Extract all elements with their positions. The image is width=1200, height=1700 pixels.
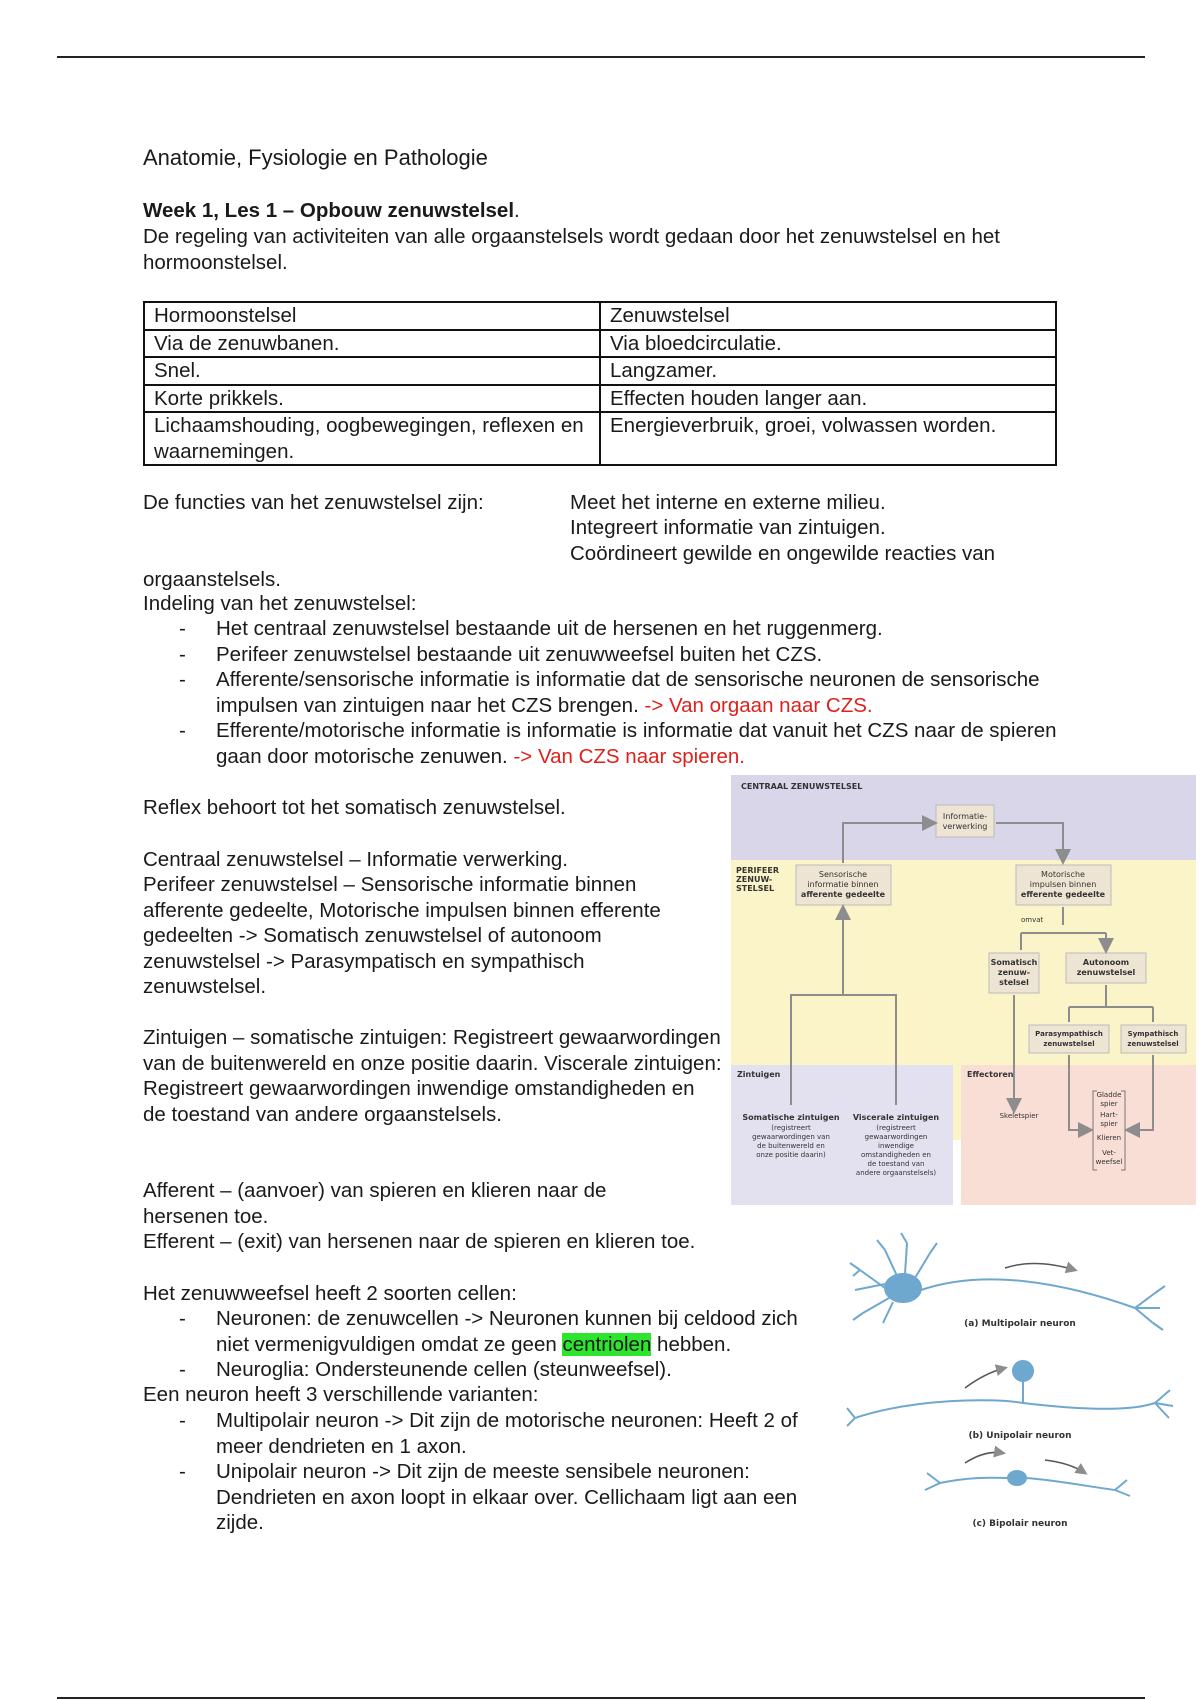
zintuigen-paragraph: Zintuigen – somatische zintuigen: Registreert gewaarwordingen van de buitenwereld en onze positie daarin. Viscerale zintuigen: Registreert gewaarwordingen inwendige omstandigheden en de toestand van andere orgaanstelsels.	[143, 1026, 722, 1126]
list-item	[143, 642, 1063, 668]
motorische-line: efferente gedeelte	[1020, 890, 1106, 899]
parasympathisch-line: zenuwstelsel	[1043, 1040, 1095, 1048]
zintuigen-title: Zintuigen	[737, 1070, 781, 1079]
list-item-text: Afferente/sensorische informatie is informatie dat de sensorische neuronen de sensorische impulsen van zintuigen naar het CZS brengen.	[216, 668, 1040, 717]
comparison-table	[143, 301, 1057, 466]
info-box	[936, 805, 994, 837]
parasympathisch-line: Parasympathisch	[1035, 1030, 1103, 1038]
pzs-title-line: PERIFEER	[736, 866, 780, 875]
table-cell: Effecten houden langer aan.	[600, 385, 1056, 413]
table-row	[144, 330, 1056, 358]
list-item	[143, 718, 1063, 769]
sympathisch-line: zenuwstelsel	[1127, 1040, 1179, 1048]
table-cell: Korte prikkels.	[144, 385, 600, 413]
somatisch-line: zenuw-	[997, 968, 1031, 977]
list-item-red-note: -> Van orgaan naar CZS.	[644, 693, 873, 717]
list-item-text: Efferente/motorische informatie is informatie is informatie dat vanuit het CZS naar de spieren gaan door motorische zenuwen.	[216, 719, 1057, 768]
cellen-list	[143, 1306, 833, 1383]
viscerale-zintuigen-line: andere orgaanstelsels)	[855, 1169, 937, 1177]
function-item: Coördineert gewilde en ongewilde reacties van	[570, 542, 996, 565]
list-item	[143, 1306, 833, 1357]
viscerale-zintuigen-line: de toestand van	[867, 1160, 925, 1168]
somatische-zintuigen-line: gewaarwordingen van	[752, 1133, 830, 1141]
reflex-line: Reflex behoort tot het somatisch zenuwstelsel.	[143, 796, 566, 819]
list-item-text: Multipolair neuron -> Dit zijn de motorische neuronen: Heeft 2 of meer dendrieten en 1 axon.	[216, 1409, 798, 1458]
list-item	[143, 1459, 833, 1536]
autonoom-line: Autonoom	[1082, 958, 1130, 967]
effector-label: Gladde	[1096, 1091, 1122, 1099]
info-box-line: verwerking	[942, 822, 988, 831]
list-item	[143, 1357, 833, 1383]
list-item	[143, 1408, 833, 1459]
table-cell: Via bloedcirculatie.	[600, 330, 1056, 358]
sensorische-line: informatie binnen	[807, 880, 879, 889]
somatische-zintuigen-line: Somatische zintuigen	[742, 1113, 840, 1122]
effector-label: Vet-	[1102, 1149, 1116, 1157]
sensorische-line: Sensorische	[818, 870, 868, 879]
pzs-title-line: ZENUW-	[736, 875, 773, 884]
effector-label: weefsel	[1095, 1158, 1123, 1166]
neuron-caption: (a) Multipolair neuron	[964, 1319, 1076, 1329]
czs-line: Centraal zenuwstelsel – Informatie verwerking.	[143, 848, 568, 871]
somatische-zintuigen-line: (registreert	[771, 1124, 811, 1132]
list-item-text: Unipolair neuron -> Dit zijn de meeste sensibele neuronen: Dendrieten en axon loopt in elkaar over. Cellichaam ligt aan een zijde.	[216, 1460, 798, 1534]
cellen-label: Het zenuwweefsel heeft 2 soorten cellen:	[143, 1282, 517, 1305]
effector-label: Klieren	[1096, 1134, 1122, 1142]
list-item	[143, 616, 1063, 642]
table-header-cell: Zenuwstelsel	[600, 302, 1056, 330]
effectoren-region	[961, 1065, 1196, 1205]
viscerale-zintuigen-line: inwendige	[878, 1142, 914, 1150]
highlighted-term: centriolen	[562, 1332, 652, 1356]
table-header-cell: Hormoonstelsel	[144, 302, 600, 330]
list-item-red-note: -> Van CZS naar spieren.	[513, 744, 745, 768]
week-heading-bold: Week 1, Les 1 – Opbouw zenuwstelsel	[143, 199, 515, 222]
pzs-paragraph: Perifeer zenuwstelsel – Sensorische informatie binnen afferente gedeelte, Motorische impulsen binnen efferente gedeelten -> Somatisch zenuwstelsel of autonoom zenuwstelsel -> Parasympatisch en sympathisch zenuwstelsel.	[143, 873, 661, 998]
somatisch-line: stelsel	[999, 978, 1029, 987]
indeling-list	[143, 616, 1063, 769]
info-box-line: Informatie-	[942, 812, 988, 821]
table-cell: Snel.	[144, 357, 600, 385]
effectoren-title: Effectoren	[967, 1070, 1014, 1079]
list-item	[143, 667, 1063, 718]
pzs-title-line: STELSEL	[736, 884, 775, 893]
intro-paragraph: De regeling van activiteiten van alle orgaanstelsels wordt gedaan door het zenuwstelsel en het hormoonstelsel.	[143, 225, 1000, 274]
viscerale-zintuigen-line: Viscerale zintuigen	[852, 1113, 940, 1122]
list-item-text: Neuroglia: Ondersteunende cellen (steunweefsel).	[216, 1358, 672, 1381]
effector-label: Hart-	[1100, 1111, 1118, 1119]
functions-continuation: orgaanstelsels.	[143, 568, 281, 591]
motorische-line: Motorische	[1041, 870, 1085, 879]
somatische-zintuigen-line: de buitenwereld en	[757, 1142, 825, 1150]
effector-label: spier	[1100, 1100, 1118, 1108]
neuronen-text-tail: hebben.	[651, 1332, 732, 1356]
viscerale-zintuigen-line: omstandigheden en	[861, 1151, 931, 1159]
bottom-rule	[57, 1697, 1145, 1699]
function-item: Meet het interne en externe milieu.	[570, 491, 886, 514]
neuron-caption: (b) Unipolair neuron	[968, 1431, 1072, 1441]
week-heading-tail: .	[514, 199, 520, 222]
varianten-list	[143, 1408, 833, 1536]
somatische-zintuigen-line: onze positie daarin)	[756, 1151, 826, 1159]
nervous-system-diagram	[731, 775, 1196, 1205]
varianten-label: Een neuron heeft 3 verschillende varianten:	[143, 1383, 539, 1406]
motorische-line: impulsen binnen	[1029, 880, 1097, 889]
table-row	[144, 357, 1056, 385]
somatisch-line: Somatisch	[990, 958, 1038, 967]
functions-label: De functies van het zenuwstelsel zijn:	[143, 491, 484, 514]
list-item-text: Perifeer zenuwstelsel bestaande uit zenuwweefsel buiten het CZS.	[216, 642, 823, 666]
bipolair-neuron	[925, 1452, 1130, 1496]
czs-title: CENTRAAL ZENUWSTELSEL	[741, 782, 863, 791]
neuron-caption: (c) Bipolair neuron	[972, 1519, 1068, 1529]
function-item: Integreert informatie van zintuigen.	[570, 516, 886, 539]
table-cell: Lichaamshouding, oogbewegingen, reflexen en waarnemingen.	[144, 412, 600, 465]
top-rule	[57, 56, 1145, 58]
sympathisch-line: Sympathisch	[1127, 1030, 1179, 1038]
sensorische-line: afferente gedeelte	[800, 890, 886, 899]
table-header-row	[144, 302, 1056, 330]
efferent-line: Efferent – (exit) van hersenen naar de spieren en klieren toe.	[143, 1230, 696, 1253]
omvat-label: omvat	[1021, 916, 1044, 924]
table-row	[144, 385, 1056, 413]
effector-label: spier	[1100, 1120, 1118, 1128]
week-heading	[143, 198, 520, 224]
table-cell: Langzamer.	[600, 357, 1056, 385]
multipolair-neuron	[850, 1233, 1165, 1330]
neuron-types-illustration	[845, 1228, 1185, 1558]
list-item-text: Het centraal zenuwstelsel bestaande uit de hersenen en het ruggenmerg.	[216, 617, 883, 640]
neuronen-text: Neuronen: de zenuwcellen -> Neuronen kunnen bij celdood zich niet vermenigvuldigen omdat ze geen	[216, 1307, 798, 1356]
autonoom-line: zenuwstelsel	[1076, 968, 1136, 977]
table-cell: Energieverbruik, groei, volwassen worden.	[600, 412, 1056, 465]
viscerale-zintuigen-line: gewaarwordingen	[864, 1133, 928, 1141]
skeletspier-label: Skeletspier	[999, 1112, 1039, 1120]
table-row	[144, 412, 1056, 465]
afferent-paragraph: Afferent – (aanvoer) van spieren en klieren naar de hersenen toe.	[143, 1179, 607, 1228]
indeling-label: Indeling van het zenuwstelsel:	[143, 592, 417, 615]
unipolair-neuron	[847, 1361, 1173, 1426]
document-title: Anatomie, Fysiologie en Pathologie	[143, 145, 488, 170]
table-cell: Via de zenuwbanen.	[144, 330, 600, 358]
viscerale-zintuigen-line: (registreert	[876, 1124, 916, 1132]
